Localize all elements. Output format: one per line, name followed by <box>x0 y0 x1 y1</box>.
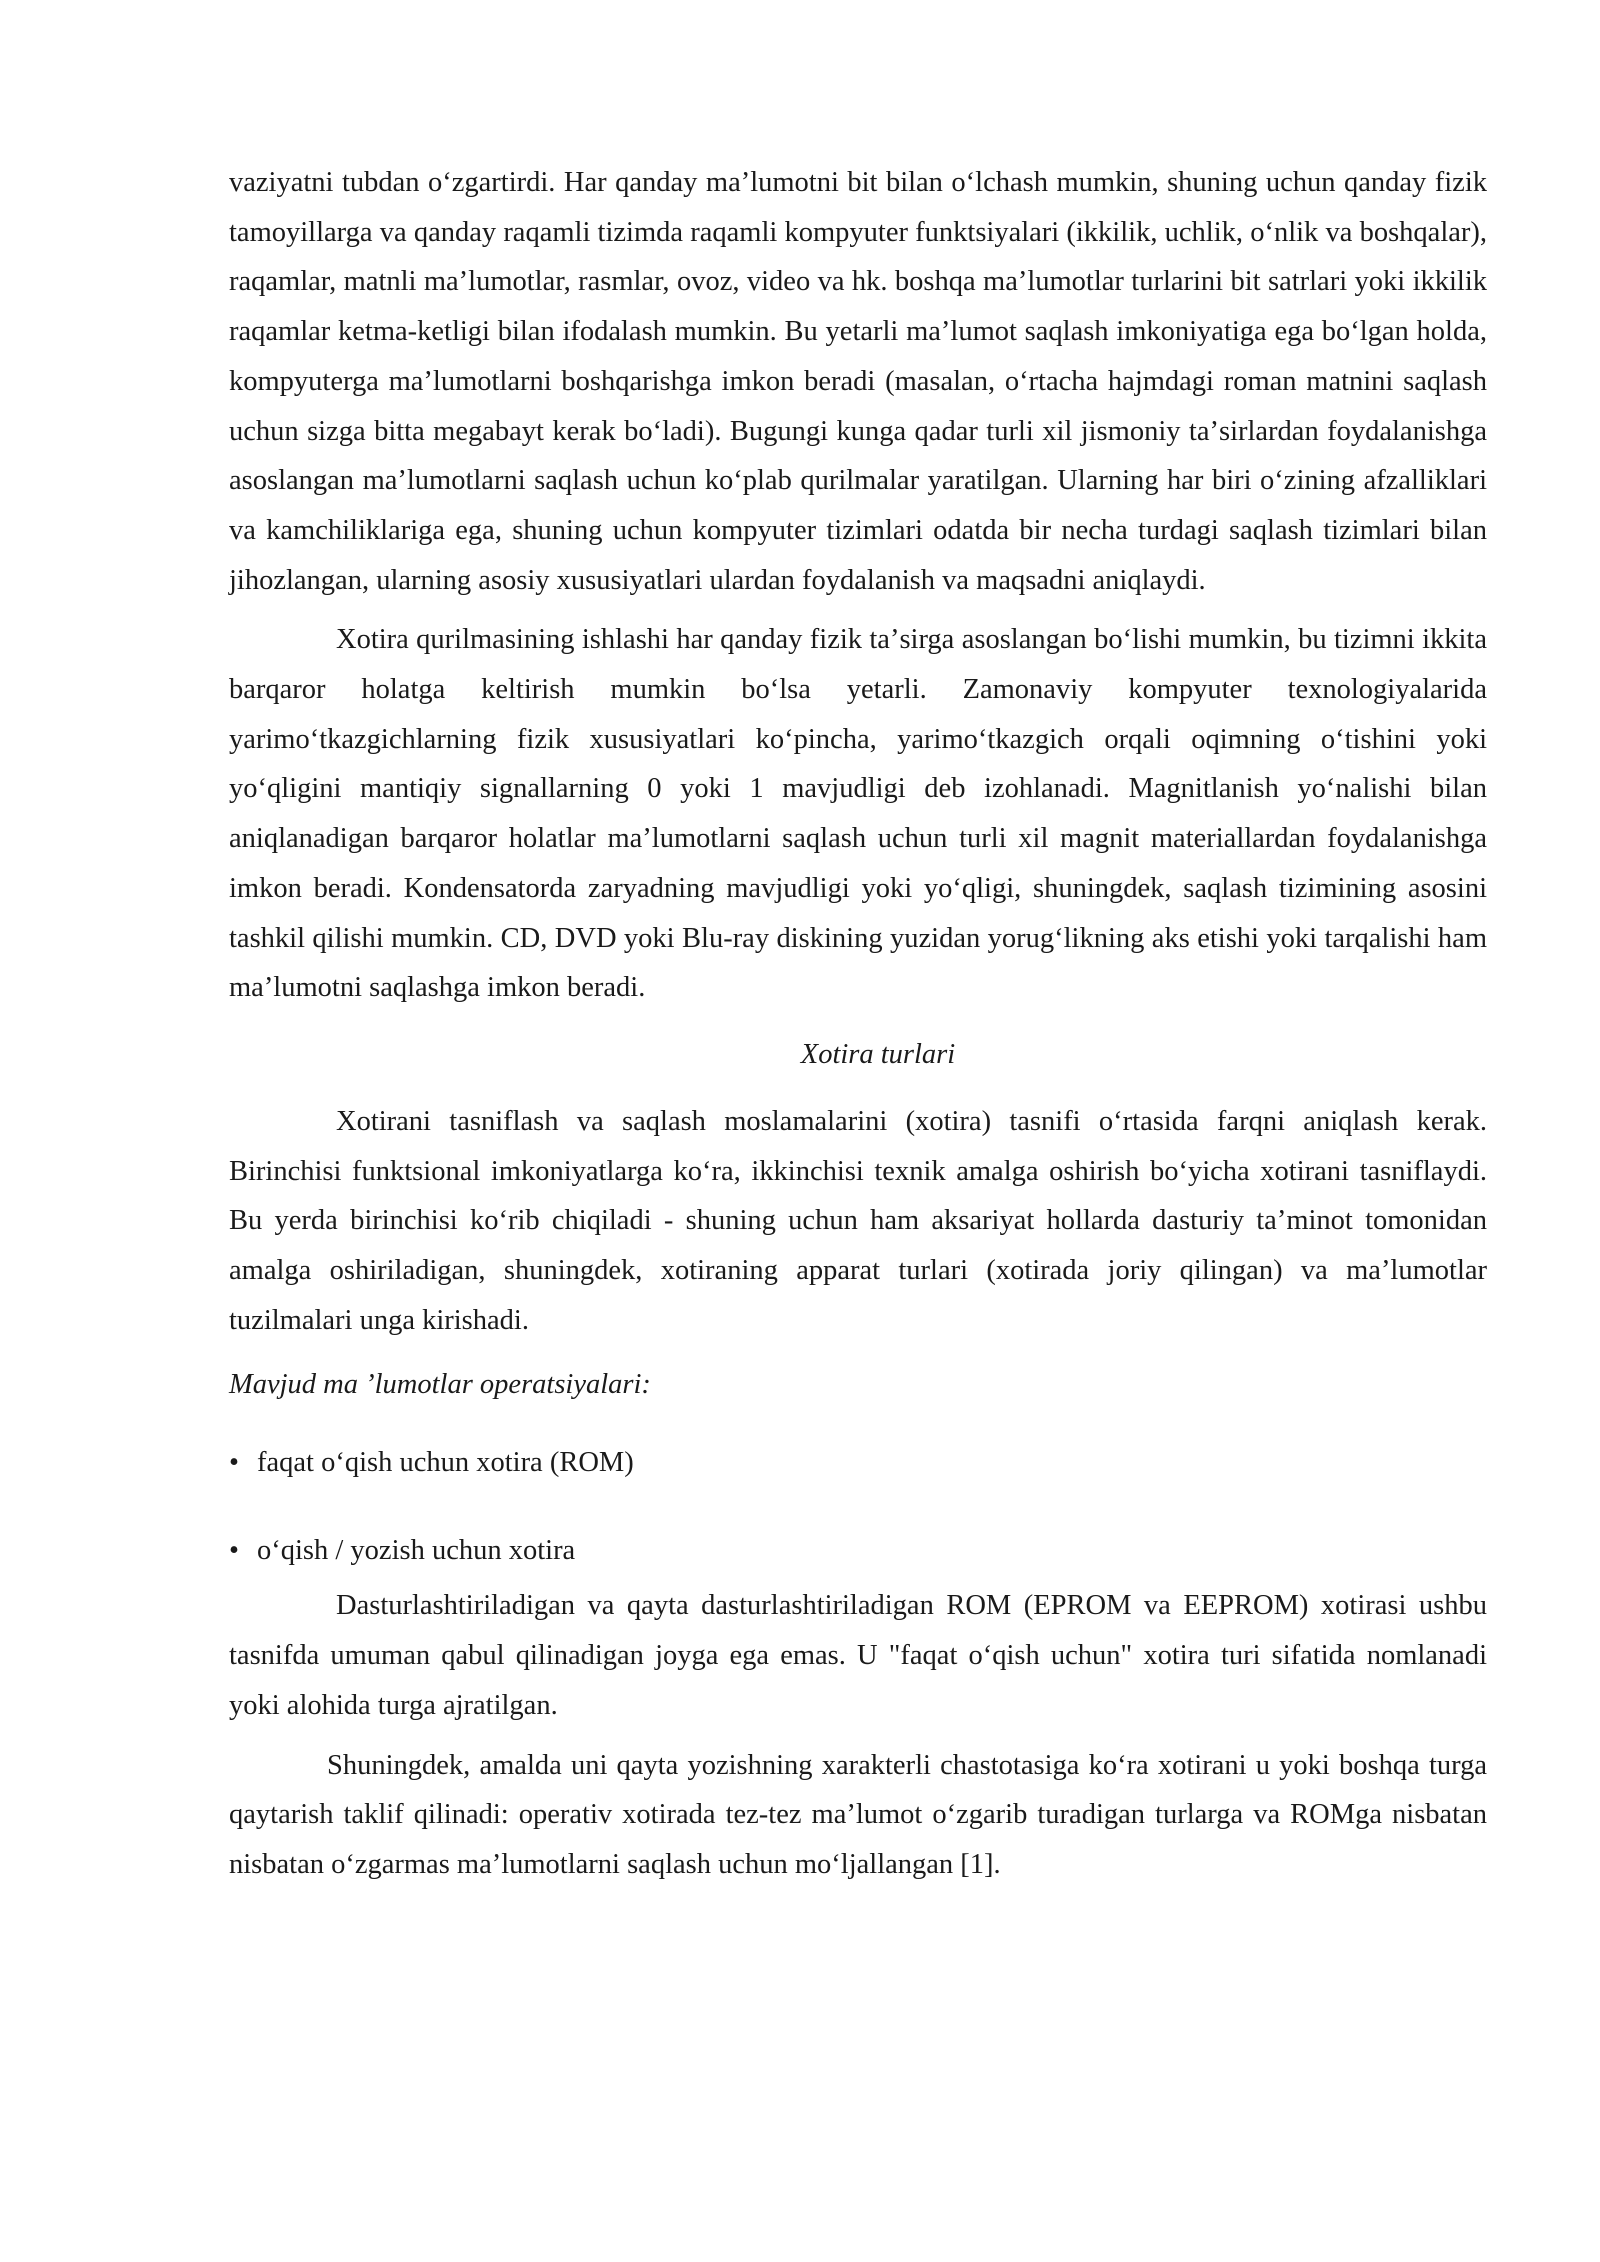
section-heading: Xotira turlari <box>800 1038 956 1070</box>
bullet-item-read-write <box>229 1531 1487 1571</box>
bullet-icon: • <box>229 1535 239 1567</box>
bullet-text: faqat oʻqish uchun xotira (ROM) <box>257 1447 634 1479</box>
bullet-icon: • <box>229 1447 239 1479</box>
bullet-list <box>229 1443 1487 1571</box>
document-page <box>229 158 1487 1890</box>
bullet-text: oʻqish / yozish uchun xotira <box>257 1535 576 1567</box>
operations-heading: Mavjud ma ’lumotlar operatsiyalari: <box>229 1369 651 1401</box>
body-paragraph-4: Dasturlashtiriladigan va qayta dasturlashtiriladigan ROM (EPROM va EEPROM) xotirasi ushbu tasnifda umuman qabul qilinadigan joyga ega emas. U "faqat oʻqish uchun" xotira turi sifatida nomlanadi yoki alohida turga ajratilgan. <box>229 1590 1487 1721</box>
body-paragraph-1: vaziyatni tubdan oʻzgartirdi. Har qanday maʼlumotni bit bilan oʻlchash mumkin, shuning uchun qanday fizik tamoyillarga va qanday raqamli tizimda raqamli kompyuter funktsiyalari (ikkilik, uchlik, oʻnlik va boshqalar), raqamlar, matnli maʼlumotlar, rasmlar, ovoz, video va hk. boshqa maʼlumotlar turlarini bit satrlari yoki ikkilik raqamlar ketma-ketligi bilan ifodalash mumkin. Bu yetarli maʼlumot saqlash imkoniyatiga ega boʻlgan holda, kompyuterga maʼlumotlarni boshqarishga imkon beradi (masalan, oʻrtacha hajmdagi roman matnini saqlash uchun sizga bitta megabayt kerak boʻladi). Bugungi kunga qadar turli xil jismoniy taʼsirlardan foydalanishga asoslangan maʼlumotlarni saqlash uchun koʻplab qurilmalar yaratilgan. Ularning har biri oʻzining afzalliklari va kamchiliklariga ega, shuning uchun kompyuter tizimlari odatda bir necha turdagi saqlash tizimlari bilan jihozlangan, ularning asosiy xususiyatlari ulardan foydalanish va maqsadni aniqlaydi. <box>229 167 1487 596</box>
body-paragraph-2: Xotira qurilmasining ishlashi har qanday fizik taʼsirga asoslangan boʻlishi mumkin, bu tizimni ikkita barqaror holatga keltirish mumkin boʻlsa yetarli. Zamonaviy kompyuter texnologiyalarida yarimoʻtkazgichlarning fizik xususiyatlari koʻpincha, yarimoʻtkazgich orqali oqimning oʻtishini yoki yoʻqligini mantiqiy signallarning 0 yoki 1 mavjudligi deb izohlanadi. Magnitlanish yoʻnalishi bilan aniqlanadigan barqaror holatlar maʼlumotlarni saqlash uchun turli xil magnit materiallardan foydalanishga imkon beradi. Kondensatorda zaryadning mavjudligi yoki yoʻqligi, shuningdek, saqlash tizimining asosini tashkil qilishi mumkin. CD, DVD yoki Blu-ray diskining yuzidan yorugʻlikning aks etishi yoki tarqalishi ham maʼlumotni saqlashga imkon beradi. <box>229 624 1487 1004</box>
body-paragraph-3: Xotirani tasniflash va saqlash moslamalarini (xotira) tasnifi oʻrtasida farqni aniqlash kerak. Birinchisi funktsional imkoniyatlarga koʻra, ikkinchisi texnik amalga oshirish boʻyicha xotirani tasniflaydi. Bu yerda birinchisi koʻrib chiqiladi - shuning uchun ham aksariyat hollarda dasturiy taʼminot tomonidan amalga oshiriladigan, shuningdek, xotiraning apparat turlari (xotirada joriy qilingan) va maʼlumotlar tuzilmalari unga kirishadi. <box>229 1105 1487 1336</box>
body-paragraph-5: Shuningdek, amalda uni qayta yozishning xarakterli chastotasiga koʻra xotirani u yoki boshqa turga qaytarish taklif qilinadi: operativ xotirada tez-tez maʼlumot oʻzgarib turadigan turlarga va ROMga nisbatan nisbatan oʻzgarmas maʼlumotlarni saqlash uchun moʻljallangan [1]. <box>229 1749 1487 1880</box>
bullet-item-rom <box>229 1443 1487 1483</box>
